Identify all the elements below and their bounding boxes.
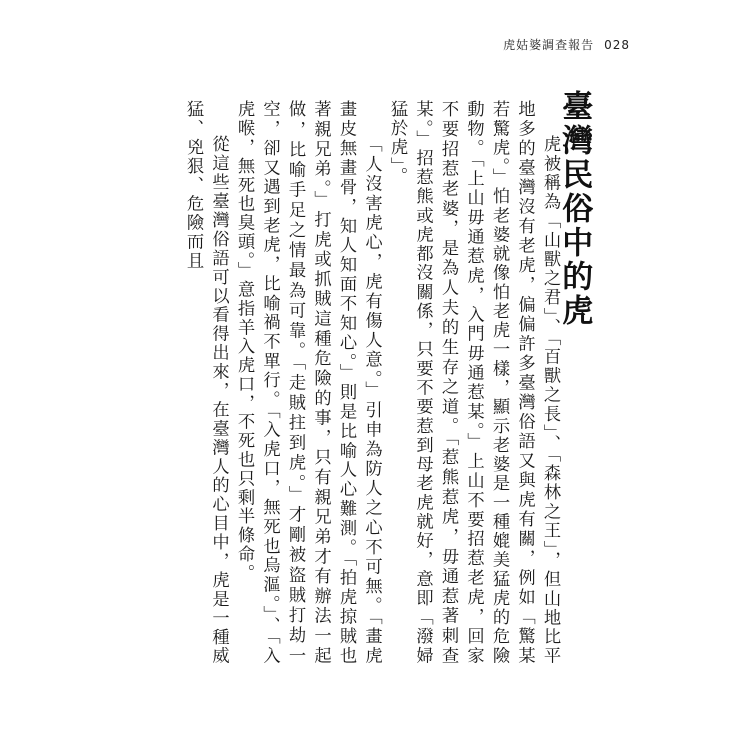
paragraph: 從這些臺灣俗語可以看得出來，在臺灣人的心目中，虎是一種威猛、兇狠、危險而且 bbox=[183, 100, 229, 665]
paragraph: 「人沒害虎心，虎有傷人意。」引申為防人之心不可無。「畫虎畫皮無畫骨，知人知面不知心。」則是比喻人心難測。「拍虎掠賊也著親兄弟。」打虎或抓賊這種危險的事，只有親兄弟才有辦法一起做，比喻手足之情最為可靠。「走賊拄到虎。」才剛被盜賊打劫一空，卻又遇到老虎，比喻禍不單行。「入虎口，無死也烏漚。」、「入虎喉，無死也臭頭。」意指羊入虎口，不死也只剩半條命。 bbox=[234, 100, 382, 665]
running-header bbox=[503, 36, 630, 53]
page-number: 028 bbox=[604, 38, 630, 52]
book-title: 虎姑婆調查報告 bbox=[503, 38, 595, 52]
chapter-title: 臺灣民俗中的虎 bbox=[556, 90, 593, 328]
paragraph: 虎被稱為「山獸之君」、「百獸之長」、「森林之王」，但山地比平地多的臺灣沒有老虎，偏偏許多臺灣俗語又與虎有關，例如「驚某若驚虎。」怕老婆就像怕老虎一樣，顯示老婆是一種媲美猛虎的危險動物。「上山毋通惹虎，入門毋通惹某。」上山不要招惹老虎，回家不要招惹老婆，是為人夫的生存之道。「惹熊惹虎，毋通惹著刺查某。」招惹熊或虎都沒關係，只要不要惹到母老虎就好，意即「潑婦猛於虎」。 bbox=[387, 100, 560, 665]
body-text bbox=[183, 100, 562, 665]
